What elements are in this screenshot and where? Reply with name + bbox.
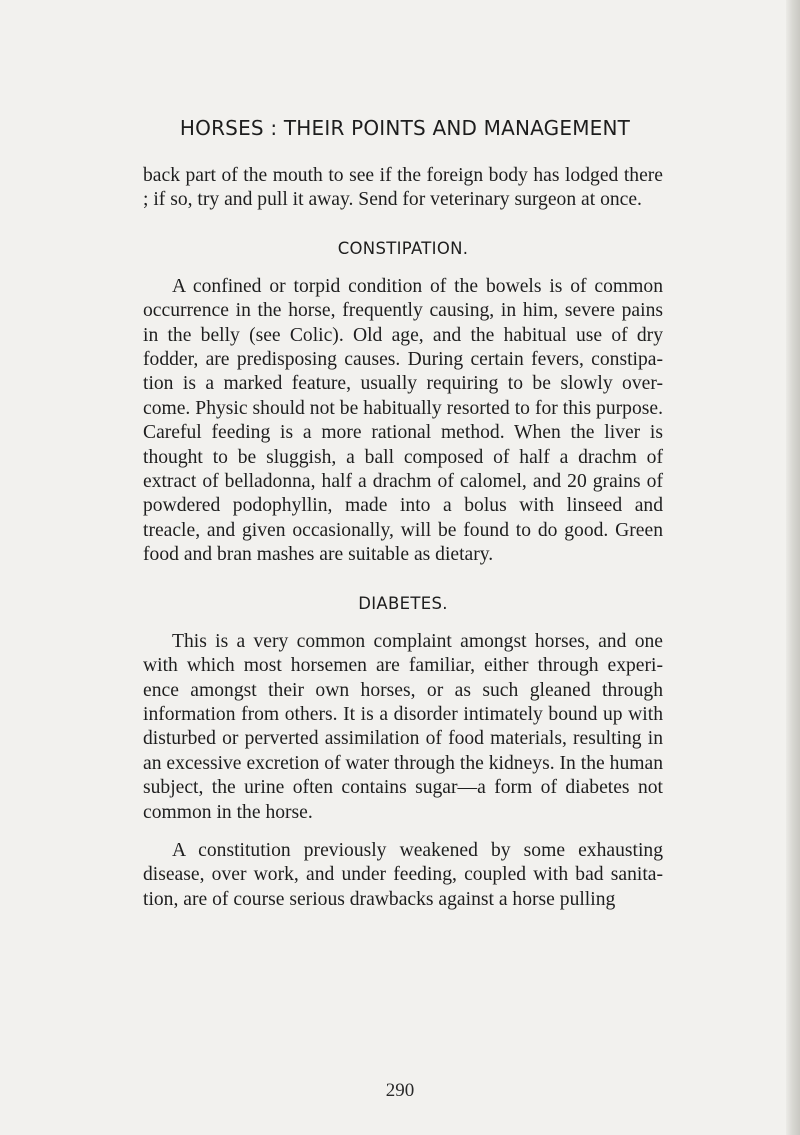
page-number: 290 — [385, 1080, 415, 1101]
text-column — [143, 164, 663, 912]
opening-paragraph: back part of the mouth to see if the foreign body has lodged there ; if so, try and pull it away. Send for veterinary surgeon at once. — [143, 165, 663, 211]
page-edge-shadow — [786, 0, 800, 1135]
section-heading-constipation: CONSTIPATION. — [337, 238, 469, 258]
section-heading-diabetes: DIABETES. — [358, 593, 448, 613]
diabetes-paragraph-1: This is a very common complaint amongst horses, and one with which most horsemen are familiar, either through experi- ence amongst their own horses, or as such gleaned through information from others. It is a disorder intimately bound up with disturbed or perverted assimilation of food materials, resulting in an excessive excretion of water through the kidneys. In the human subject, the urine often contains sugar—a form of diabetes not common in the horse. — [143, 630, 663, 823]
running-head: HORSES : THEIR POINTS AND MANAGEMENT — [179, 116, 631, 140]
constipation-paragraph: A confined or torpid condition of the bowels is of common occurrence in the horse, frequently causing, in him, severe pains in the belly (see Colic). Old age, and the habitual use of dry fodder, are predisposing causes. During certain fevers, constipa- tion is a marked feature, usually requiring to be slowly over- come. Physic should not be habitually resorted to for this purpose. Careful feeding is a more rational method. When the liver is thought to be sluggish, a ball composed of half a drachm of extract of belladonna, half a drachm of calomel, and 20 grains of powdered podophyllin, made into a bolus with linseed and treacle, and given occasionally, will be found to do good. Green food and bran mashes are suitable as dietary. — [143, 275, 663, 566]
diabetes-paragraph-2: A constitution previously weakened by some exhausting disease, over work, and under feeding, coupled with bad sanita- tion, are of course serious drawbacks against a horse pulling — [143, 839, 663, 910]
